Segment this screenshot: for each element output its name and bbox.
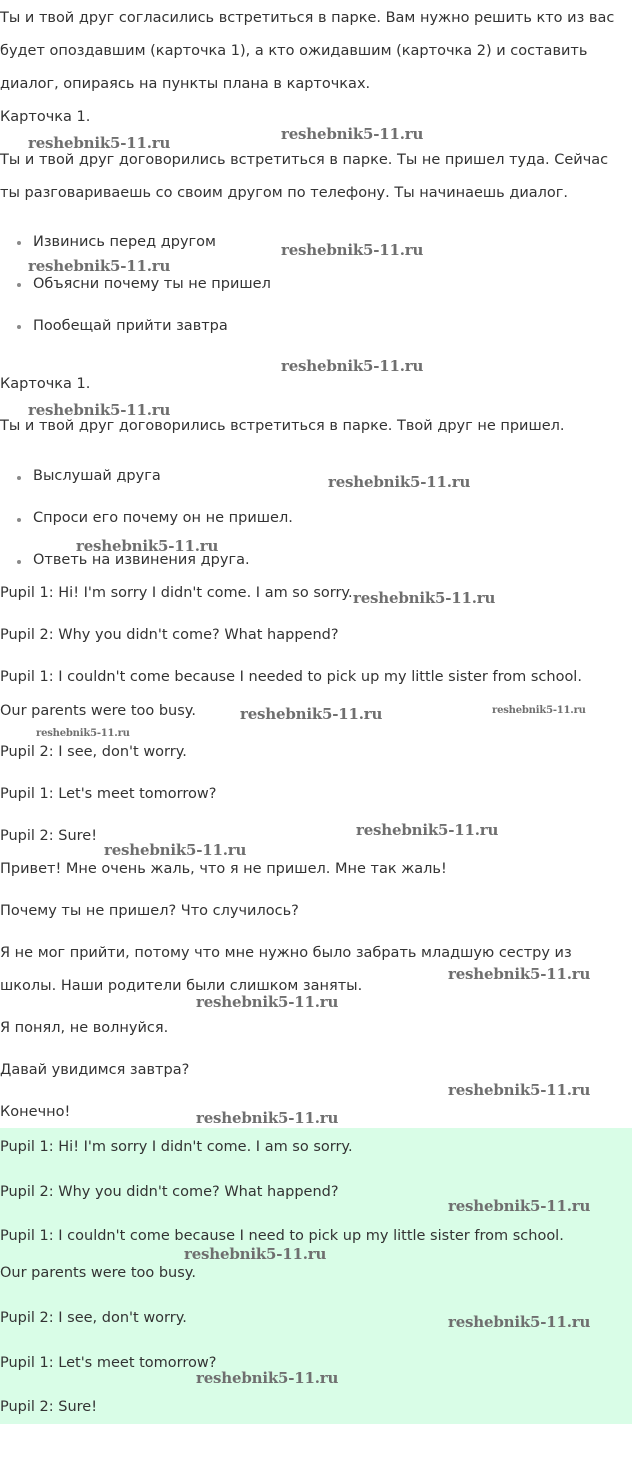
watermark: reshebnik5-11.ru bbox=[28, 134, 171, 152]
watermark: reshebnik5-11.ru bbox=[328, 473, 471, 491]
dialog-en-line: Pupil 1: Let's meet tomorrow? bbox=[0, 786, 217, 802]
dialog-ru-line: Я понял, не волнуйся. bbox=[0, 1020, 169, 1036]
task-text-line: Ты и твой друг согласились встретиться в парке. Вам нужно решить кто из вас bbox=[0, 10, 615, 26]
card1-text-line: ты разговариваешь со своим другом по телефону. Ты начинаешь диалог. bbox=[0, 185, 569, 201]
watermark: reshebnik5-11.ru bbox=[36, 728, 130, 739]
dialog-ru-line: Привет! Мне очень жаль, что я не пришел. Мне так жаль! bbox=[0, 861, 447, 877]
answer-line: Pupil 1: Let's meet tomorrow? bbox=[0, 1355, 217, 1371]
bullet-icon bbox=[17, 241, 21, 245]
watermark: reshebnik5-11.ru bbox=[240, 705, 383, 723]
card1-title: Карточка 1. bbox=[0, 109, 91, 125]
card2-text-line: Ты и твой друг договорились встретиться в парке. Твой друг не пришел. bbox=[0, 418, 565, 434]
card1-bullet: Извинись перед другом bbox=[33, 234, 216, 250]
dialog-ru-line: Почему ты не пришел? Что случилось? bbox=[0, 903, 299, 919]
answer-line: Pupil 2: I see, don't worry. bbox=[0, 1310, 187, 1326]
answer-line: Pupil 2: Sure! bbox=[0, 1399, 98, 1415]
card2-bullet: Спроси его почему он не пришел. bbox=[33, 510, 293, 526]
watermark: reshebnik5-11.ru bbox=[196, 1109, 339, 1127]
watermark: reshebnik5-11.ru bbox=[281, 357, 424, 375]
watermark: reshebnik5-11.ru bbox=[448, 1313, 591, 1331]
dialog-en-line: Our parents were too busy. bbox=[0, 703, 196, 719]
task-text-line: будет опоздавшим (карточка 1), а кто ожидавшим (карточка 2) и составить bbox=[0, 43, 588, 59]
card1-bullet: Пообещай прийти завтра bbox=[33, 318, 228, 334]
bullet-icon bbox=[17, 518, 21, 522]
dialog-en-line: Pupil 1: I couldn't come because I needed to pick up my little sister from school. bbox=[0, 669, 582, 685]
watermark: reshebnik5-11.ru bbox=[104, 841, 247, 859]
dialog-en-line: Pupil 1: Hi! I'm sorry I didn't come. I am so sorry. bbox=[0, 585, 353, 601]
dialog-ru-line: школы. Наши родители были слишком заняты. bbox=[0, 978, 363, 994]
dialog-ru-line: Конечно! bbox=[0, 1104, 71, 1120]
watermark: reshebnik5-11.ru bbox=[353, 589, 496, 607]
card2-bullet: Выслушай друга bbox=[33, 468, 161, 484]
card1-bullet: Объясни почему ты не пришел bbox=[33, 276, 271, 292]
bullet-icon bbox=[17, 560, 21, 564]
card2-bullet: Ответь на извинения друга. bbox=[33, 552, 250, 568]
card2-title: Карточка 1. bbox=[0, 376, 91, 392]
dialog-en-line: Pupil 2: Sure! bbox=[0, 828, 98, 844]
watermark: reshebnik5-11.ru bbox=[196, 993, 339, 1011]
answer-line: Pupil 2: Why you didn't come? What happend? bbox=[0, 1184, 339, 1200]
bullet-icon bbox=[17, 325, 21, 329]
watermark: reshebnik5-11.ru bbox=[184, 1245, 327, 1263]
watermark: reshebnik5-11.ru bbox=[196, 1369, 339, 1387]
bullet-icon bbox=[17, 476, 21, 480]
watermark: reshebnik5-11.ru bbox=[281, 241, 424, 259]
answer-line: Our parents were too busy. bbox=[0, 1265, 196, 1281]
dialog-ru-line: Давай увидимся завтра? bbox=[0, 1062, 190, 1078]
watermark: reshebnik5-11.ru bbox=[28, 257, 171, 275]
answer-line: Pupil 1: I couldn't come because I need to pick up my little sister from school. bbox=[0, 1228, 564, 1244]
dialog-en-line: Pupil 2: I see, don't worry. bbox=[0, 744, 187, 760]
dialog-ru-line: Я не мог прийти, потому что мне нужно было забрать младшую сестру из bbox=[0, 945, 572, 961]
card1-text-line: Ты и твой друг договорились встретиться в парке. Ты не пришел туда. Сейчас bbox=[0, 152, 609, 168]
watermark: reshebnik5-11.ru bbox=[492, 705, 586, 716]
task-text-line: диалог, опираясь на пункты плана в карточках. bbox=[0, 76, 371, 92]
watermark: reshebnik5-11.ru bbox=[281, 125, 424, 143]
watermark: reshebnik5-11.ru bbox=[76, 537, 219, 555]
watermark: reshebnik5-11.ru bbox=[28, 401, 171, 419]
bullet-icon bbox=[17, 283, 21, 287]
watermark: reshebnik5-11.ru bbox=[448, 1197, 591, 1215]
watermark: reshebnik5-11.ru bbox=[448, 1081, 591, 1099]
watermark: reshebnik5-11.ru bbox=[448, 965, 591, 983]
watermark: reshebnik5-11.ru bbox=[356, 821, 499, 839]
dialog-en-line: Pupil 2: Why you didn't come? What happend? bbox=[0, 627, 339, 643]
answer-line: Pupil 1: Hi! I'm sorry I didn't come. I am so sorry. bbox=[0, 1139, 353, 1155]
